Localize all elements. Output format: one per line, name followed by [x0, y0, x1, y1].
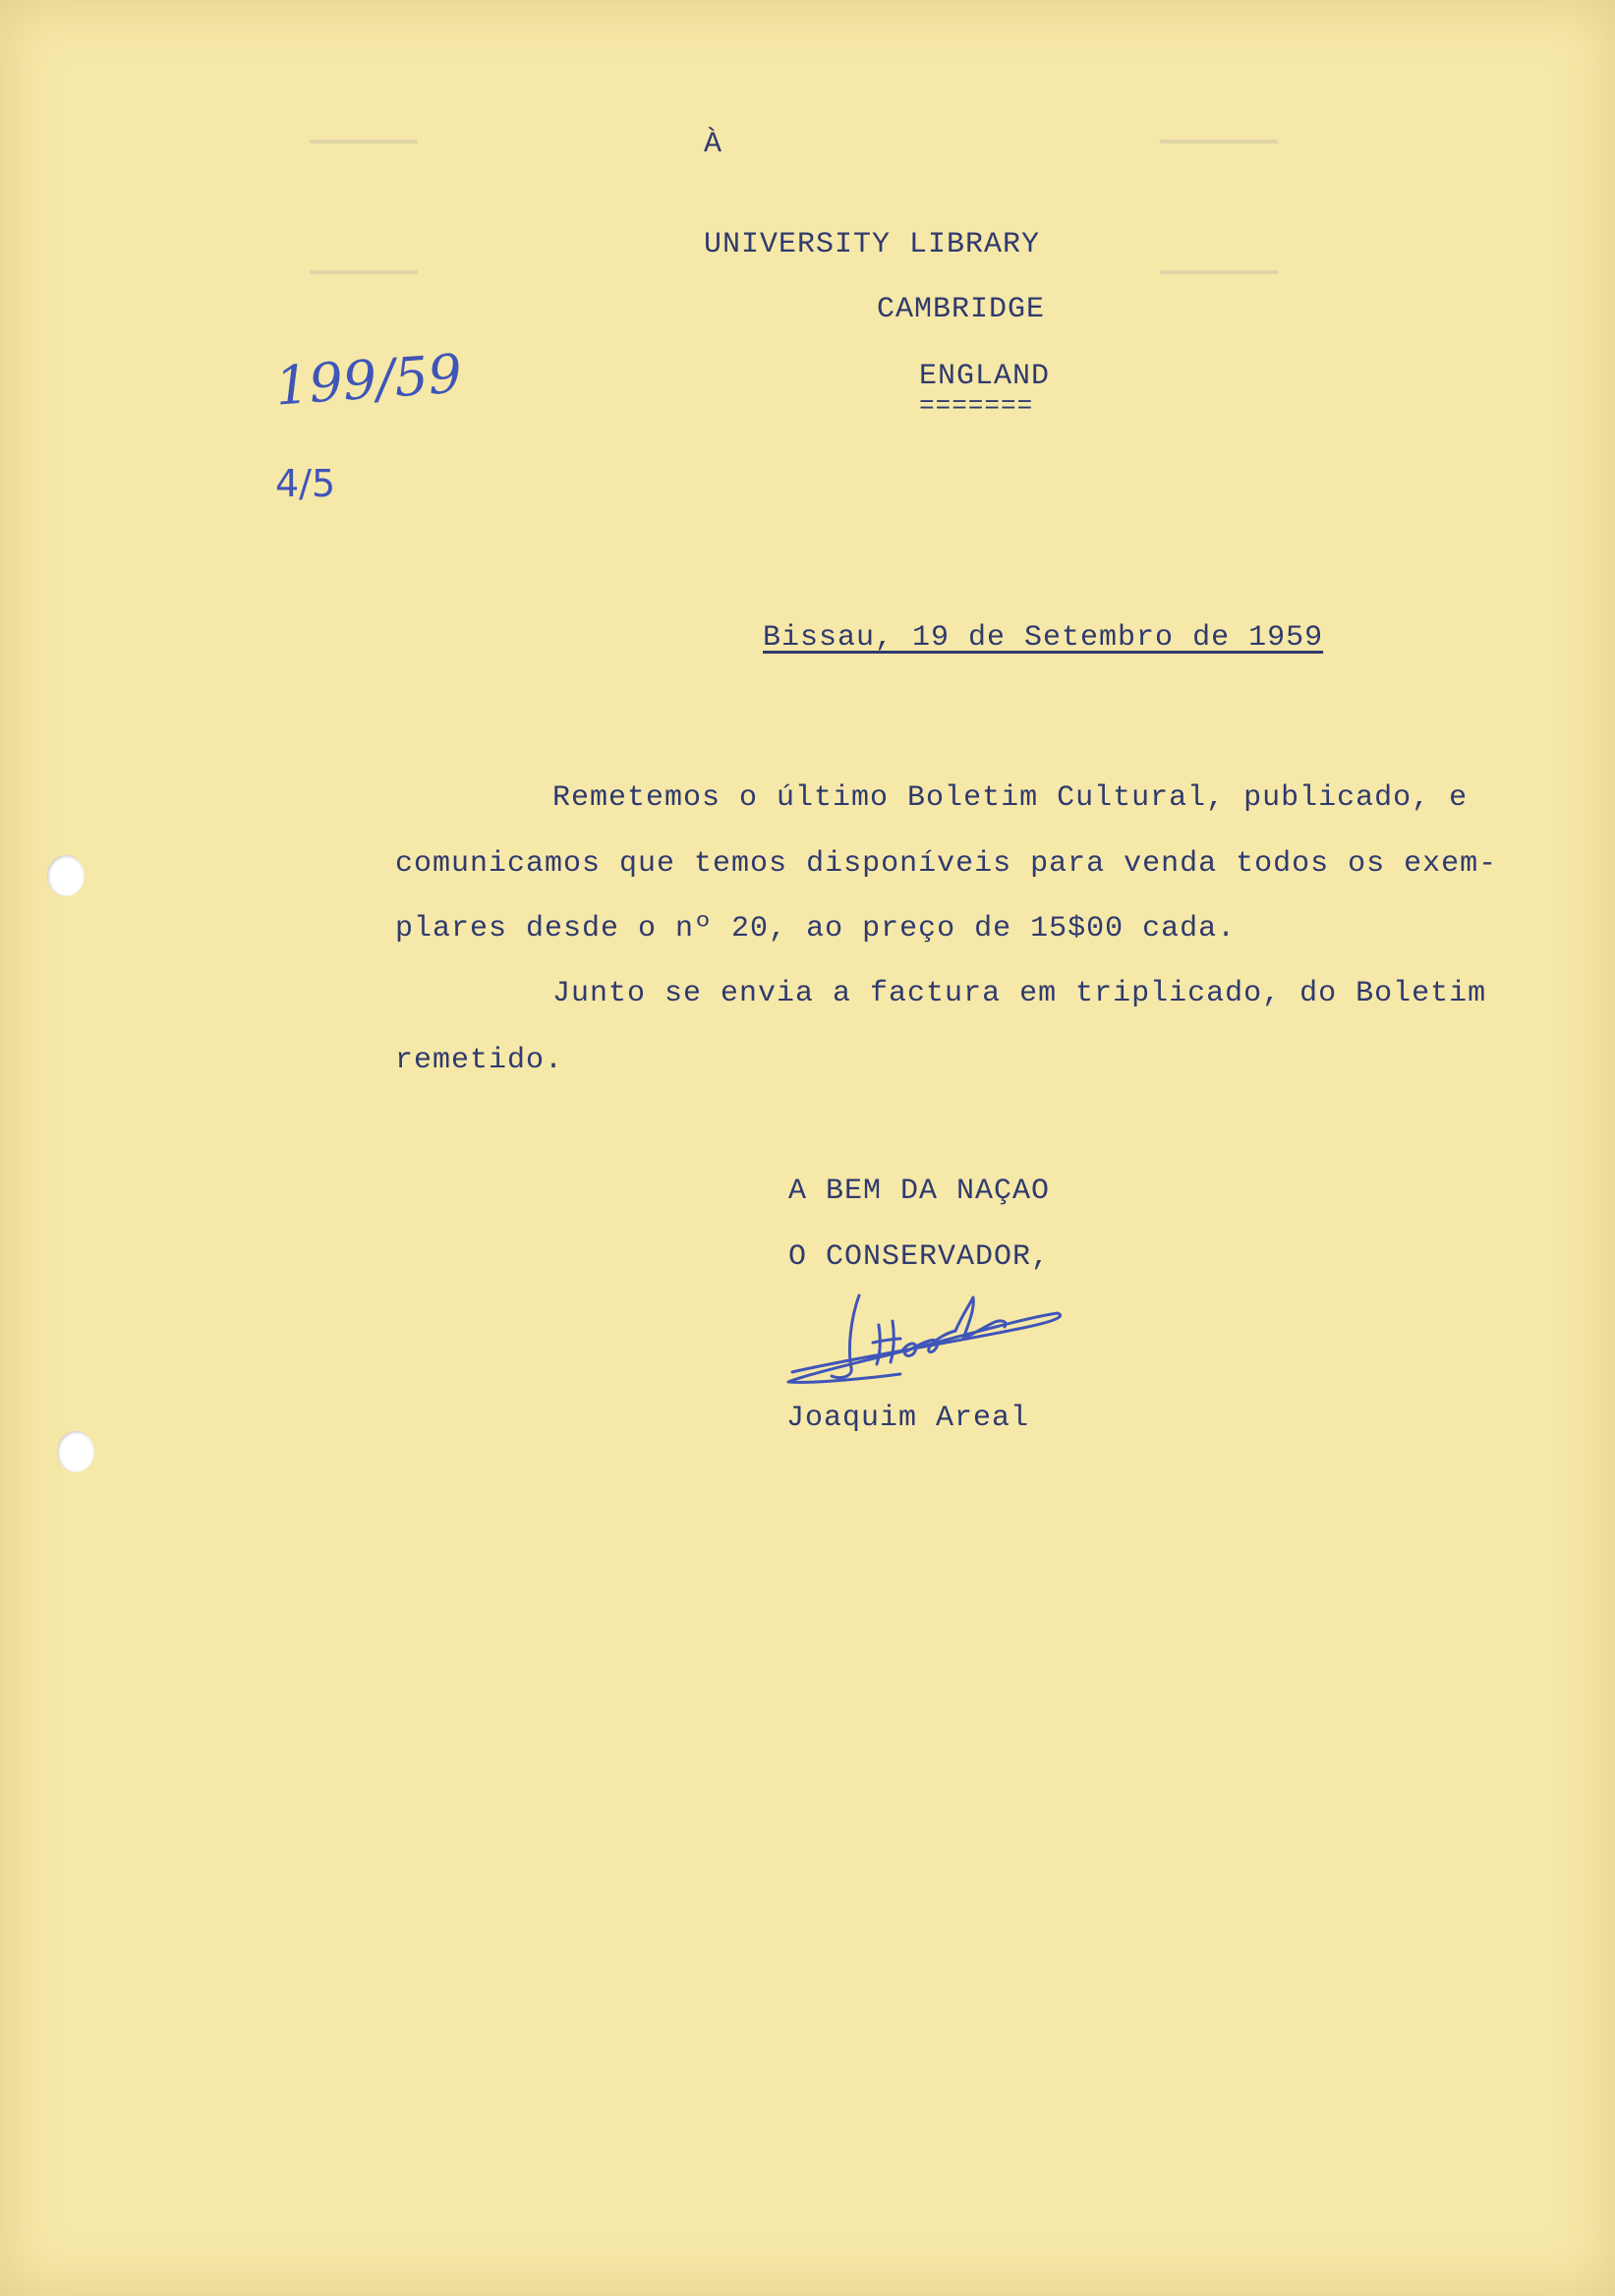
- faint-mark: [310, 270, 418, 274]
- addressee-rule: =======: [919, 391, 1034, 421]
- faint-mark: [310, 140, 418, 144]
- handwritten-reference: 199/59: [273, 342, 464, 418]
- body-line-1: Remetemos o último Boletim Cultural, publicado, e: [552, 781, 1469, 815]
- faint-mark: [1160, 140, 1278, 144]
- signatory-name: Joaquim Areal: [786, 1402, 1030, 1435]
- handwritten-signature: [782, 1278, 1077, 1396]
- body-line-3: plares desde o nº 20, ao preço de 15$00 cada.: [395, 912, 1237, 946]
- punch-hole-upper: [47, 855, 85, 896]
- addressee-line-2: CAMBRIDGE: [877, 293, 1046, 326]
- addressee-prefix: À: [704, 128, 723, 161]
- handwritten-number: 4/5: [275, 462, 336, 505]
- body-line-4: Junto se envia a factura em triplicado, do Boletim: [552, 977, 1487, 1010]
- faint-mark: [1160, 270, 1278, 274]
- closing-line-2: O CONSERVADOR,: [788, 1240, 1051, 1274]
- date-line: Bissau, 19 de Setembro de 1959: [763, 621, 1324, 655]
- addressee-line-3: ENGLAND: [919, 360, 1051, 393]
- body-line-5: remetido.: [395, 1044, 564, 1077]
- addressee-line-1: UNIVERSITY LIBRARY: [704, 228, 1041, 261]
- closing-line-1: A BEM DA NAÇAO: [788, 1175, 1051, 1208]
- body-line-2: comunicamos que temos disponíveis para venda todos os exem-: [395, 847, 1498, 881]
- punch-hole-lower: [57, 1431, 94, 1472]
